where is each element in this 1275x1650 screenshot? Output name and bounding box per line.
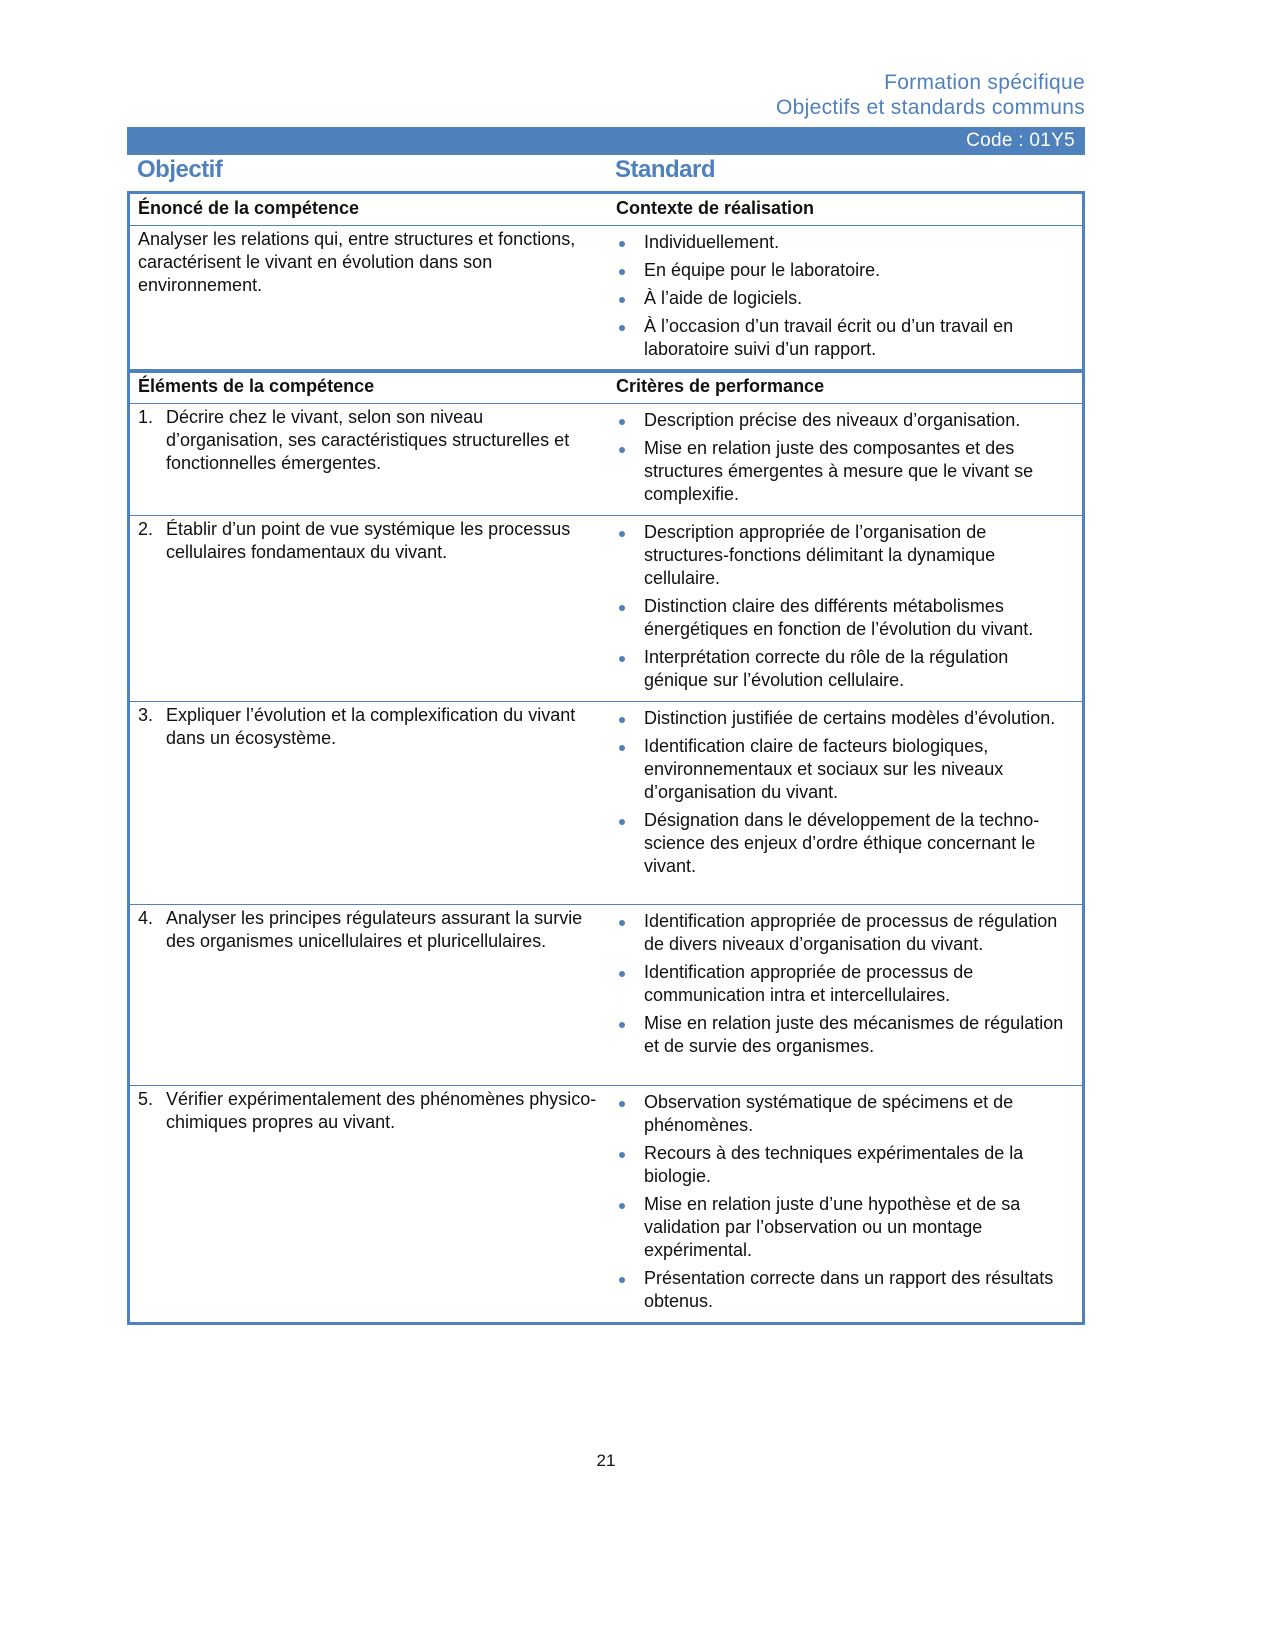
criterion-item: Description appropriée de l’organisation de structures-fonctions délimitant la dynamique cellulaire.	[616, 521, 1074, 590]
criterion-item: Identification claire de facteurs biologiques, environnementaux et sociaux sur les niveaux d’organisation du vivant.	[616, 735, 1074, 804]
elements-title: Éléments de la compétence	[138, 376, 375, 396]
criteria-title: Critères de performance	[616, 376, 825, 396]
element-number: 3.	[138, 705, 154, 725]
page-header	[776, 70, 1085, 120]
criteria-list	[616, 409, 1074, 506]
element-number: 4.	[138, 908, 154, 928]
page-number: 21	[596, 1451, 616, 1470]
context-title: Contexte de réalisation	[616, 198, 815, 218]
element-number: 1.	[138, 407, 154, 427]
criterion-item: Identification appropriée de processus de communication intra et intercellulaires.	[616, 961, 1074, 1007]
criterion-item: Recours à des techniques expérimentales de la biologie.	[616, 1142, 1074, 1188]
competence-statement: Analyser les relations qui, entre structures et fonctions, caractérisent le vivant en évolution dans son environnement.	[129, 226, 609, 372]
standard-heading: Standard	[615, 156, 716, 183]
criteria-list	[616, 1091, 1074, 1313]
criterion-item: Présentation correcte dans un rapport des résultats obtenus.	[616, 1267, 1074, 1313]
element-text: Expliquer l’évolution et la complexification du vivant dans un écosystème.	[166, 705, 576, 748]
competence-statement-table	[127, 191, 1085, 373]
element-text: Établir d’un point de vue systémique les processus cellulaires fondamentaux du vivant.	[166, 519, 571, 562]
statement-title: Énoncé de la compétence	[138, 198, 360, 218]
criterion-item: Mise en relation juste d’une hypothèse et de sa validation par l’observation ou un montage expérimental.	[616, 1193, 1074, 1262]
context-list	[616, 231, 1074, 361]
header-line-2: Objectifs et standards communs	[776, 96, 1085, 119]
element-text: Vérifier expérimentalement des phénomènes physico-chimiques propres au vivant.	[166, 1089, 597, 1132]
element-row	[129, 905, 1084, 1086]
element-text: Analyser les principes régulateurs assurant la survie des organismes unicellulaires et pluricellulaires.	[166, 908, 583, 951]
element-row	[129, 404, 1084, 516]
element-row	[129, 702, 1084, 905]
elements-table	[127, 369, 1085, 1325]
criteria-list	[616, 521, 1074, 692]
context-item: À l’occasion d’un travail écrit ou d’un travail en laboratoire suivi d’un rapport.	[616, 315, 1074, 361]
context-item: À l’aide de logiciels.	[616, 287, 1074, 310]
code-band: Code : 01Y5	[127, 127, 1085, 155]
criterion-item: Mise en relation juste des mécanismes de régulation et de survie des organismes.	[616, 1012, 1074, 1058]
element-text: Décrire chez le vivant, selon son niveau d’organisation, ses caractéristiques structurelles et fonctionnelles émergentes.	[166, 407, 570, 473]
criteria-list	[616, 910, 1074, 1058]
element-row	[129, 516, 1084, 702]
header-line-1: Formation spécifique	[884, 71, 1085, 94]
criterion-item: Description précise des niveaux d’organisation.	[616, 409, 1074, 432]
criterion-item: Mise en relation juste des composantes et des structures émergentes à mesure que le vivant se complexifie.	[616, 437, 1074, 506]
context-item: En équipe pour le laboratoire.	[616, 259, 1074, 282]
criterion-item: Interprétation correcte du rôle de la régulation génique sur l’évolution cellulaire.	[616, 646, 1074, 692]
context-item: Individuellement.	[616, 231, 1074, 254]
criterion-item: Distinction justifiée de certains modèles d’évolution.	[616, 707, 1074, 730]
element-row	[129, 1086, 1084, 1324]
criterion-item: Identification appropriée de processus de régulation de divers niveaux d’organisation du vivant.	[616, 910, 1074, 956]
criterion-item: Désignation dans le développement de la techno-science des enjeux d’ordre éthique concernant le vivant.	[616, 809, 1074, 878]
element-number: 2.	[138, 519, 154, 539]
criteria-list	[616, 707, 1074, 878]
criterion-item: Distinction claire des différents métabolismes énergétiques en fonction de l’évolution du vivant.	[616, 595, 1074, 641]
element-number: 5.	[138, 1089, 154, 1109]
objectif-heading: Objectif	[137, 156, 223, 183]
criterion-item: Observation systématique de spécimens et de phénomènes.	[616, 1091, 1074, 1137]
